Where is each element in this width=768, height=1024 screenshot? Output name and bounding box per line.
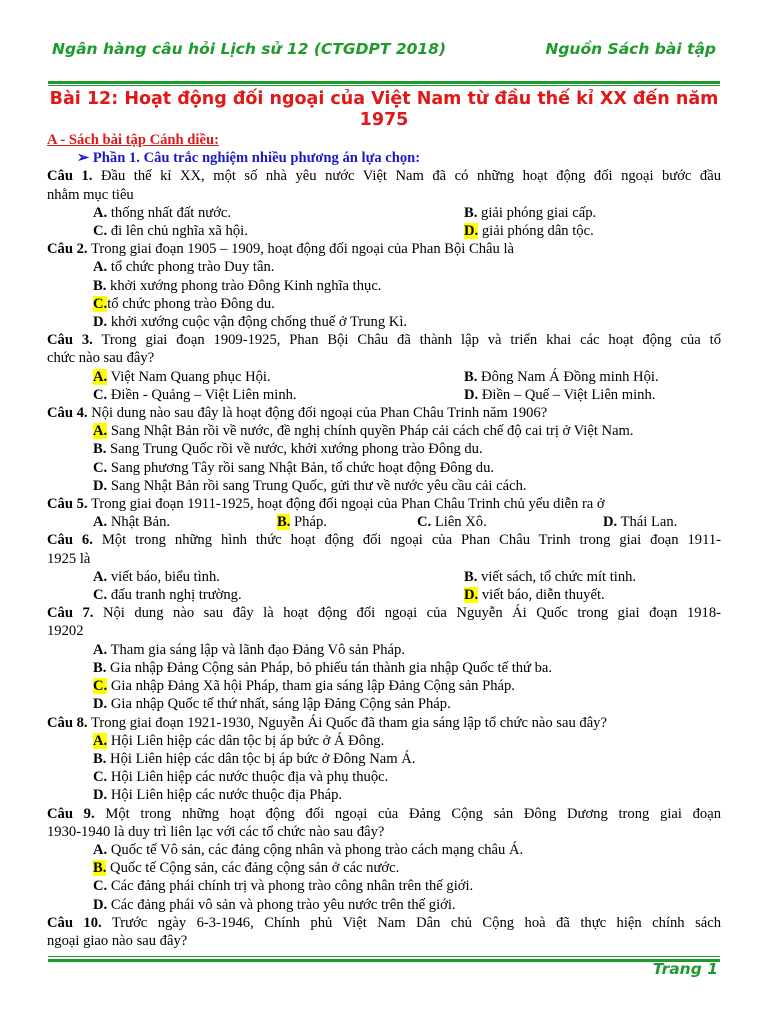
question-5-line-1: Câu 5. Trong giai đoạn 1911-1925, hoạt động đối ngoại của Phan Châu Trinh chủ yếu diễn ra ở [47,496,605,513]
question-2-line-1: Câu 2. Trong giai đoạn 1905 – 1909, hoạt động đối ngoại của Phan Bội Châu là [47,241,514,258]
question-1-options-row-1 [47,204,721,222]
answer-option: D. khởi xướng cuộc vận động chống thuế ở Trung Kì. [93,314,408,331]
answer-option-correct: B. Quốc tế Cộng sản, các đảng cộng sản ở các nước. [93,860,400,877]
answer-option: C. Hội Liên hiệp các nước thuộc địa và phụ thuộc. [93,769,389,786]
page-number: Trang 1 [652,960,718,978]
question-6-options-row-1 [47,568,721,586]
answer-option: D. Các đảng phái vô sản và phong trào yêu nước trên thế giới. [93,896,456,913]
question-1-line-1: Câu 1. Đầu thế kỉ XX, một số nhà yêu nước Việt Nam đã có những hoạt động đối ngoại bước đầu [47,168,721,185]
answer-option: D. Thái Lan. [603,514,678,531]
answer-option: C. đi lên chủ nghĩa xã hội. [93,223,248,240]
answer-option: A. thống nhất đất nước. [93,204,232,221]
section-heading: A - Sách bài tập Cánh diều: [47,132,219,148]
question-4-line-1: Câu 4. Nội dung nào sau đây là hoạt động đối ngoại của Phan Châu Trinh năm 1906? [47,405,548,422]
answer-option: D. Hội Liên hiệp các nước thuộc địa Pháp. [93,787,343,804]
answer-option: B. Gia nhập Đảng Cộng sản Pháp, bỏ phiếu tán thành gia nhập Quốc tế thứ ba. [93,659,553,676]
answer-option-correct: A. Sang Nhật Bản rồi về nước, đề nghị chính quyền Pháp cải cách chế độ cai trị ở Việt Nam. [93,423,634,440]
question-6-line-2: 1925 là [47,550,91,567]
question-3-options-row-1 [47,368,721,386]
answer-option: B. viết sách, tổ chức mít tinh. [464,568,637,585]
page-header [52,40,716,59]
answer-option: C. Các đảng phái chính trị và phong trào công nhân trên thế giới. [93,878,474,895]
answer-option: A. viết báo, biểu tình. [93,568,220,585]
answer-option: B. giải phóng giai cấp. [464,204,597,221]
question-3-line-2: chức nào sau đây? [47,350,155,367]
answer-option: D. Gia nhập Quốc tế thứ nhất, sáng lập Đảng Cộng sản Pháp. [93,696,451,713]
footer-rule-thin [48,956,720,957]
question-3-line-1: Câu 3. Trong giai đoạn 1909-1925, Phan Bội Châu đã thành lập và triển khai các hoạt động của tổ [47,332,721,349]
answer-option: C. Điền - Quảng – Việt Liên minh. [93,386,297,403]
answer-option: B. Đông Nam Á Đồng minh Hội. [464,368,659,385]
question-5-options-row [47,513,721,531]
answer-option: A. Nhật Bản. [93,514,171,531]
header-rule-thin [48,85,720,86]
footer-rule-thick [48,959,720,962]
answer-option: C. Sang phương Tây rồi sang Nhật Bản, tổ chức hoạt động Đông du. [93,459,495,476]
answer-option: D. Điền – Quế – Việt Liên minh. [464,386,656,403]
question-10-line-1: Câu 10. Trước ngày 6-3-1946, Chính phủ Việt Nam Dân chủ Cộng hoà đã thực hiện chính sách [47,914,721,931]
answer-option: C. đấu tranh nghị trường. [93,587,242,604]
answer-option: B. Hội Liên hiệp các dân tộc bị áp bức ở Đông Nam Á. [93,750,416,767]
question-6-line-1: Câu 6. Một trong những hình thức hoạt động đối ngoại của Phan Châu Trinh trong giai đoạn 1911- [47,532,721,549]
lesson-title: Bài 12: Hoạt động đối ngoại của Việt Nam từ đầu thế kỉ XX đến năm 1975 [49,89,719,130]
answer-option: A. tổ chức phong trào Duy tân. [93,259,275,276]
answer-option: B. khởi xướng phong trào Đông Kinh nghĩa thục. [93,277,382,294]
header-right: Nguồn Sách bài tập [545,40,716,58]
answer-option: D. Sang Nhật Bản rồi sang Trung Quốc, gửi thư về nước yêu cầu cải cách. [93,477,527,494]
answer-option-correct: C.tổ chức phong trào Đông du. [93,295,275,312]
answer-option: A. Tham gia sáng lập và lãnh đạo Đảng Vô sản Pháp. [93,641,405,658]
arrow-bullet-icon: ➢ [77,150,90,167]
answer-option-correct: B. Pháp. [277,514,327,531]
question-10-line-2: ngoại giao nào sau đây? [47,932,188,949]
question-8-line-1: Câu 8. Trong giai đoạn 1921-1930, Nguyễn Ái Quốc đã tham gia sáng lập tổ chức nào sau đây? [47,714,607,731]
question-1-options-row-2 [47,222,721,240]
question-7-line-1: Câu 7. Nội dung nào sau đây là hoạt động đối ngoại của Nguyễn Ái Quốc trong giai đoạn 1918- [47,605,721,622]
answer-option-correct: A. Việt Nam Quang phục Hội. [93,368,271,385]
answer-option-correct: A. Hội Liên hiệp các dân tộc bị áp bức ở Á Đông. [93,732,385,749]
answer-option: C. Liên Xô. [417,514,487,531]
question-6-options-row-2 [47,586,721,604]
answer-option-correct: C. Gia nhập Đảng Xã hội Pháp, tham gia sáng lập Đảng Cộng sản Pháp. [93,678,515,695]
answer-option-correct: D. giải phóng dân tộc. [464,223,594,240]
question-1-line-2: nhằm mục tiêu [47,186,134,203]
part-heading-text: Phần 1. Câu trắc nghiệm nhiều phương án lựa chọn: [92,150,421,167]
question-9-line-1: Câu 9. Một trong những hoạt động đối ngoại của Đảng Cộng sản Đông Dương trong giai đoạn [47,805,721,822]
question-7-line-2: 19202 [47,623,84,640]
answer-option: A. Quốc tế Vô sản, các đảng cộng nhân và phong trào cách mạng châu Á. [93,841,524,858]
question-3-options-row-2 [47,386,721,404]
question-9-line-2: 1930-1940 là duy trì liên lạc với các tổ chức nào sau đây? [47,823,385,840]
document-body [47,131,721,950]
answer-option-correct: D. viết báo, diễn thuyết. [464,587,605,604]
answer-option: B. Sang Trung Quốc rồi về nước, khởi xướng phong trào Đông du. [93,441,483,458]
header-rule-thick [48,81,720,84]
header-left: Ngân hàng câu hỏi Lịch sử 12 (CTGDPT 2018) [52,40,447,58]
part-heading [47,149,721,167]
